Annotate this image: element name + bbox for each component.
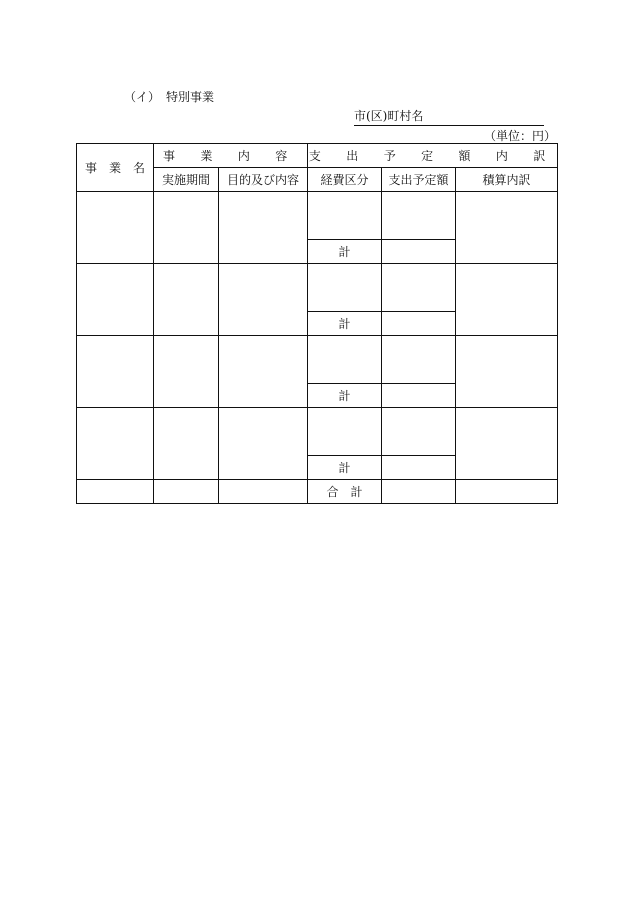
- calc-cell[interactable]: [456, 408, 558, 480]
- calc-cell[interactable]: [456, 264, 558, 336]
- total-cell[interactable]: [77, 480, 154, 504]
- header-period: 実施期間: [154, 168, 219, 192]
- purpose-cell[interactable]: [219, 192, 308, 264]
- total-cell[interactable]: [456, 480, 558, 504]
- subtotal-label: 計: [308, 240, 382, 264]
- unit-label: （単位：円）: [484, 129, 557, 143]
- category-cell[interactable]: [308, 264, 382, 312]
- table-row: [77, 264, 558, 312]
- period-cell[interactable]: [154, 264, 219, 336]
- amount-cell[interactable]: [382, 192, 456, 240]
- header-purpose: 目的及び内容: [219, 168, 308, 192]
- business-name-cell[interactable]: [77, 336, 154, 408]
- purpose-cell[interactable]: [219, 264, 308, 336]
- header-category: 経費区分: [308, 168, 382, 192]
- period-cell[interactable]: [154, 408, 219, 480]
- table-row: [77, 336, 558, 384]
- purpose-cell[interactable]: [219, 336, 308, 408]
- subtotal-amount-cell[interactable]: [382, 312, 456, 336]
- category-cell[interactable]: [308, 192, 382, 240]
- category-cell[interactable]: [308, 408, 382, 456]
- municipality-name-field[interactable]: 市(区)町村名: [354, 107, 544, 126]
- header-business-name: 事 業 名: [77, 144, 154, 192]
- header-expense-breakdown: 支 出 予 定 額 内 訳: [308, 144, 558, 168]
- total-amount-cell[interactable]: [382, 480, 456, 504]
- category-cell[interactable]: [308, 336, 382, 384]
- calc-cell[interactable]: [456, 192, 558, 264]
- subtotal-label: 計: [308, 312, 382, 336]
- purpose-cell[interactable]: [219, 408, 308, 480]
- subtotal-label: 計: [308, 456, 382, 480]
- business-name-cell[interactable]: [77, 264, 154, 336]
- subtotal-amount-cell[interactable]: [382, 240, 456, 264]
- section-title: （イ） 特別事業: [124, 90, 215, 104]
- header-calc: 積算内訳: [456, 168, 558, 192]
- amount-cell[interactable]: [382, 336, 456, 384]
- total-cell[interactable]: [219, 480, 308, 504]
- table-row: [77, 408, 558, 456]
- total-cell[interactable]: [154, 480, 219, 504]
- subtotal-label: 計: [308, 384, 382, 408]
- header-amount: 支出予定額: [382, 168, 456, 192]
- business-name-cell[interactable]: [77, 192, 154, 264]
- total-label: 合 計: [308, 480, 382, 504]
- special-project-table: [76, 143, 558, 504]
- business-name-cell[interactable]: [77, 408, 154, 480]
- header-business-content: 事 業 内 容: [154, 144, 308, 168]
- calc-cell[interactable]: [456, 336, 558, 408]
- period-cell[interactable]: [154, 336, 219, 408]
- period-cell[interactable]: [154, 192, 219, 264]
- subtotal-amount-cell[interactable]: [382, 384, 456, 408]
- subtotal-amount-cell[interactable]: [382, 456, 456, 480]
- table-row: [77, 192, 558, 240]
- amount-cell[interactable]: [382, 408, 456, 456]
- amount-cell[interactable]: [382, 264, 456, 312]
